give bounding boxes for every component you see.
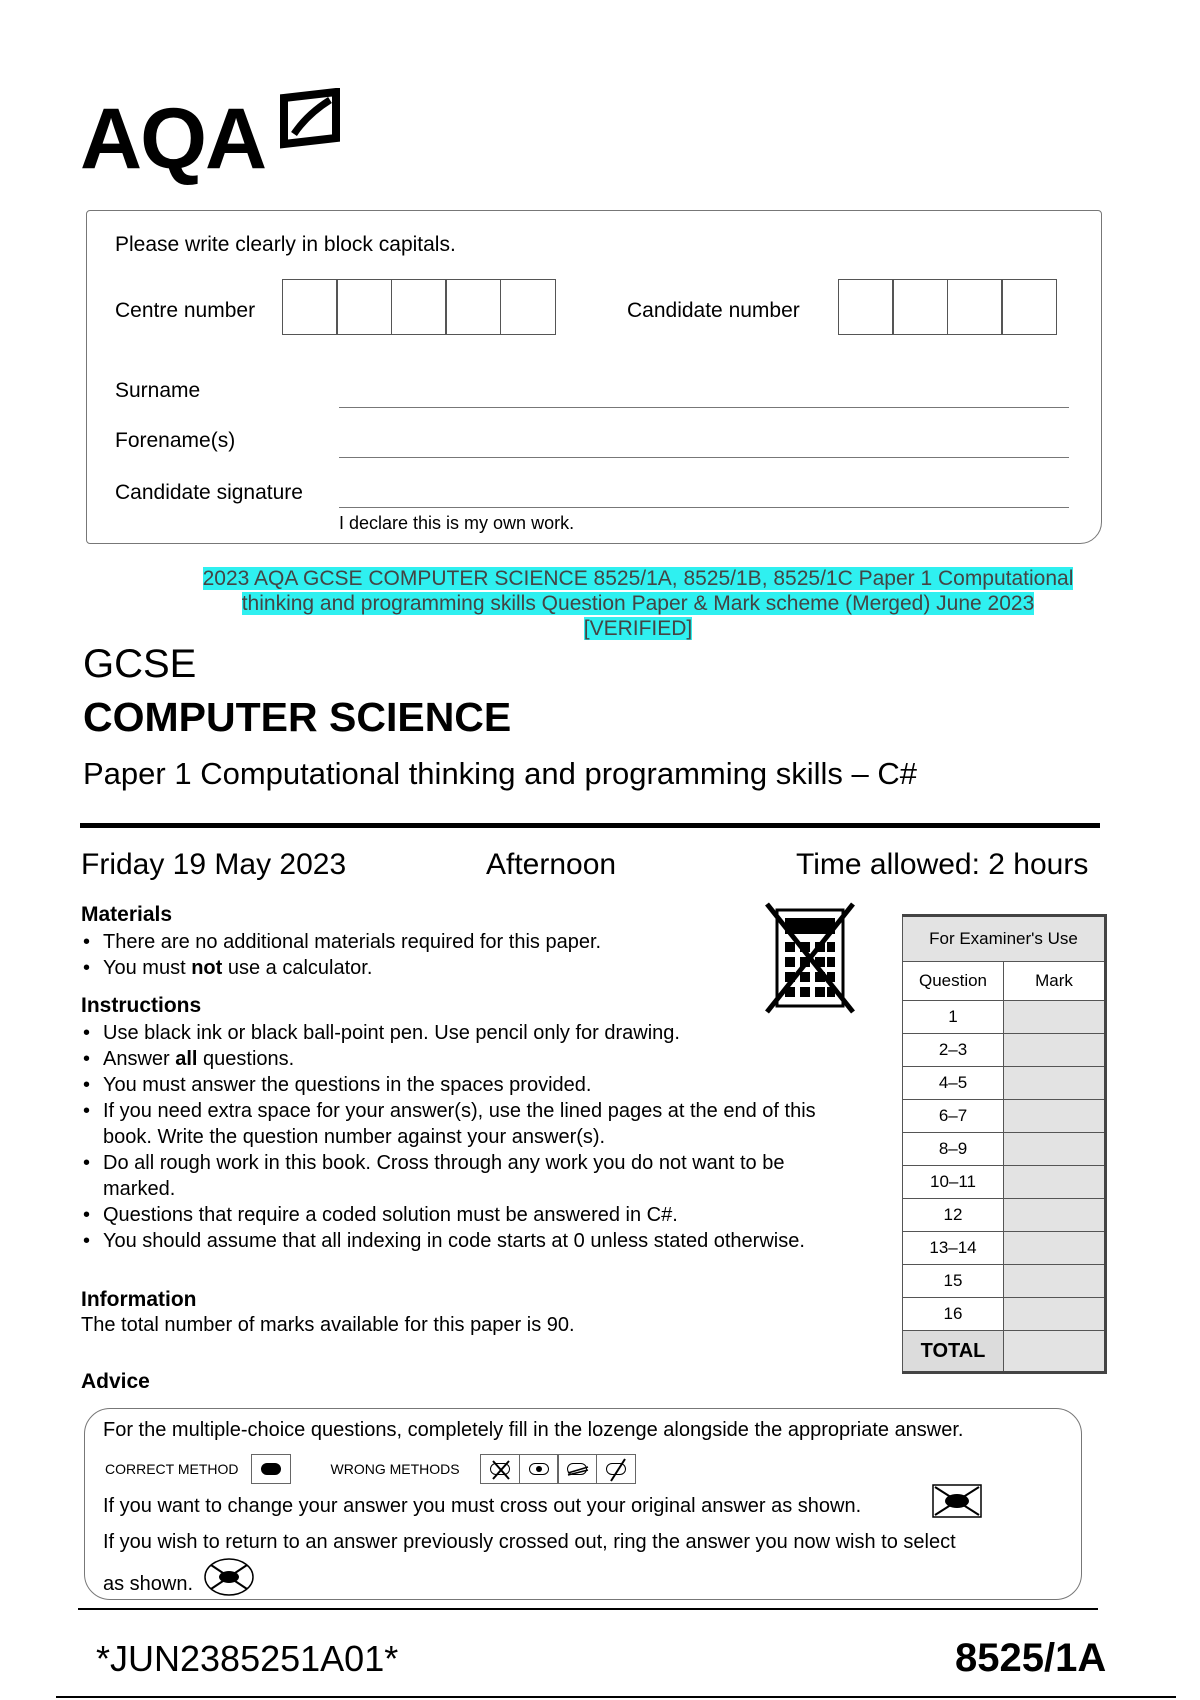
- information-text: The total number of marks available for this paper is 90.: [81, 1314, 575, 1336]
- signature-line[interactable]: [339, 507, 1069, 508]
- table-row: 4–5: [903, 1067, 1106, 1100]
- instruction-item: • Do all rough work in this book. Cross through any work you do not want to be marked.: [81, 1150, 841, 1202]
- candidate-number-label: Candidate number: [627, 299, 800, 322]
- crossed-lozenge-icon: [480, 1454, 520, 1484]
- mark-cell[interactable]: [1004, 1001, 1106, 1034]
- forename-label: Forename(s): [115, 429, 236, 452]
- ringed-lozenge-icon: [201, 1557, 263, 1599]
- table-row: 13–14: [903, 1232, 1106, 1265]
- mark-cell[interactable]: [1004, 1034, 1106, 1067]
- exam-date: Friday 19 May 2023: [81, 848, 347, 881]
- exam-session: Afternoon: [486, 848, 617, 881]
- centre-digit-box[interactable]: [445, 279, 501, 335]
- barcode-text: *JUN2385251A01*: [96, 1638, 399, 1679]
- lozenge-examples: [105, 1453, 636, 1485]
- examiner-table-title: For Examiner's Use: [903, 916, 1106, 962]
- advice-box: [84, 1408, 1082, 1600]
- highlight-line-3: [VERIFIED]: [583, 617, 693, 640]
- signature-label: Candidate signature: [115, 481, 303, 504]
- mark-cell[interactable]: [1004, 1265, 1106, 1298]
- examiners-use-table: [902, 914, 1107, 1374]
- advice-line-3: If you wish to return to an answer previously crossed out, ring the answer you now wish to select: [103, 1531, 956, 1553]
- information-heading: Information: [81, 1288, 197, 1311]
- instructions-heading: Instructions: [81, 994, 202, 1017]
- candidate-number-boxes[interactable]: [839, 279, 1057, 335]
- table-row: 16: [903, 1298, 1106, 1331]
- centre-digit-box[interactable]: [282, 279, 338, 335]
- candidate-digit-box[interactable]: [947, 279, 1003, 335]
- correct-lozenge-icon: [251, 1454, 291, 1484]
- exam-subject: COMPUTER SCIENCE: [83, 694, 512, 740]
- centre-digit-box[interactable]: [336, 279, 392, 335]
- materials-item: • You must not use a calculator.: [81, 955, 781, 981]
- paper-code: 8525/1A: [955, 1636, 1107, 1680]
- instruction-item: • Answer all questions.: [81, 1046, 841, 1072]
- correct-method-label: CORRECT METHOD: [105, 1461, 239, 1477]
- surname-line[interactable]: [339, 407, 1069, 408]
- highlight-line-2: thinking and programming skills Question Paper & Mark scheme (Merged) June 2023: [241, 592, 1035, 615]
- advice-line-2: If you want to change your answer you must cross out your original answer as shown.: [103, 1495, 862, 1517]
- table-row: 12: [903, 1199, 1106, 1232]
- instruction-item: • Questions that require a coded solution must be answered in C#.: [81, 1202, 841, 1228]
- declaration-text: I declare this is my own work.: [339, 513, 575, 533]
- advice-line-4: as shown.: [103, 1573, 194, 1595]
- logo-text: AQA: [80, 91, 266, 187]
- information-section: [81, 1288, 841, 1337]
- question-column-header: Question: [903, 962, 1004, 1001]
- logo-leaf-icon: [280, 88, 340, 150]
- highlighted-title: [160, 566, 1116, 641]
- materials-item: • There are no additional materials required for this paper.: [81, 929, 781, 955]
- exam-level: GCSE: [83, 642, 197, 686]
- instruction-item: • You should assume that all indexing in code starts at 0 unless stated otherwise.: [81, 1228, 841, 1254]
- centre-digit-box[interactable]: [391, 279, 447, 335]
- total-label: TOTAL: [903, 1331, 1004, 1373]
- aqa-logo: [80, 88, 350, 188]
- table-row: 8–9: [903, 1133, 1106, 1166]
- instruction-item: • You must answer the questions in the spaces provided.: [81, 1072, 841, 1098]
- instructions-section: [81, 994, 841, 1254]
- table-row: 1: [903, 1001, 1106, 1034]
- footer-divider: [78, 1608, 1098, 1610]
- paper-title: Paper 1 Computational thinking and programming skills – C#: [83, 756, 917, 791]
- wrong-methods-label: WRONG METHODS: [330, 1461, 460, 1477]
- mark-cell[interactable]: [1004, 1199, 1106, 1232]
- dotted-lozenge-icon: [519, 1454, 559, 1484]
- time-allowed: Time allowed: 2 hours: [796, 848, 1089, 881]
- materials-section: [81, 903, 781, 981]
- table-row: 10–11: [903, 1166, 1106, 1199]
- candidate-digit-box[interactable]: [838, 279, 894, 335]
- title-divider: [80, 823, 1100, 828]
- crossed-out-lozenge-icon: [931, 1483, 983, 1519]
- centre-digit-box[interactable]: [500, 279, 556, 335]
- table-row: 6–7: [903, 1100, 1106, 1133]
- advice-heading: Advice: [81, 1370, 150, 1393]
- block-capitals-instruction: Please write clearly in block capitals.: [115, 233, 456, 256]
- candidate-digit-box[interactable]: [1001, 279, 1057, 335]
- candidate-details-box: [86, 210, 1102, 544]
- page-bottom-rule: [56, 1696, 1176, 1698]
- wrong-lozenges: [482, 1454, 636, 1484]
- centre-number-label: Centre number: [115, 299, 256, 322]
- mark-cell[interactable]: [1004, 1232, 1106, 1265]
- centre-number-boxes[interactable]: [283, 279, 556, 335]
- instruction-item: • Use black ink or black ball-point pen. Use pencil only for drawing.: [81, 1020, 841, 1046]
- materials-heading: Materials: [81, 903, 173, 926]
- instruction-item: • If you need extra space for your answer(s), use the lined pages at the end of this book. Write the question number against your answer(s).: [81, 1098, 841, 1150]
- table-row: 15: [903, 1265, 1106, 1298]
- total-row: [903, 1331, 1106, 1373]
- mark-cell[interactable]: [1004, 1166, 1106, 1199]
- mark-column-header: Mark: [1004, 962, 1106, 1001]
- mark-cell[interactable]: [1004, 1067, 1106, 1100]
- highlight-line-1: 2023 AQA GCSE COMPUTER SCIENCE 8525/1A, 8525/1B, 8525/1C Paper 1 Computational: [202, 567, 1074, 590]
- advice-line-1: For the multiple-choice questions, completely fill in the lozenge alongside the appropriate answer.: [103, 1419, 964, 1441]
- mark-cell[interactable]: [1004, 1100, 1106, 1133]
- surname-label: Surname: [115, 379, 201, 402]
- mark-cell[interactable]: [1004, 1298, 1106, 1331]
- mark-cell[interactable]: [1004, 1133, 1106, 1166]
- forename-line[interactable]: [339, 457, 1069, 458]
- ticked-lozenge-icon: [596, 1454, 636, 1484]
- table-row: 2–3: [903, 1034, 1106, 1067]
- candidate-digit-box[interactable]: [892, 279, 948, 335]
- scribbled-lozenge-icon: [557, 1454, 597, 1484]
- total-mark-cell[interactable]: [1004, 1331, 1106, 1373]
